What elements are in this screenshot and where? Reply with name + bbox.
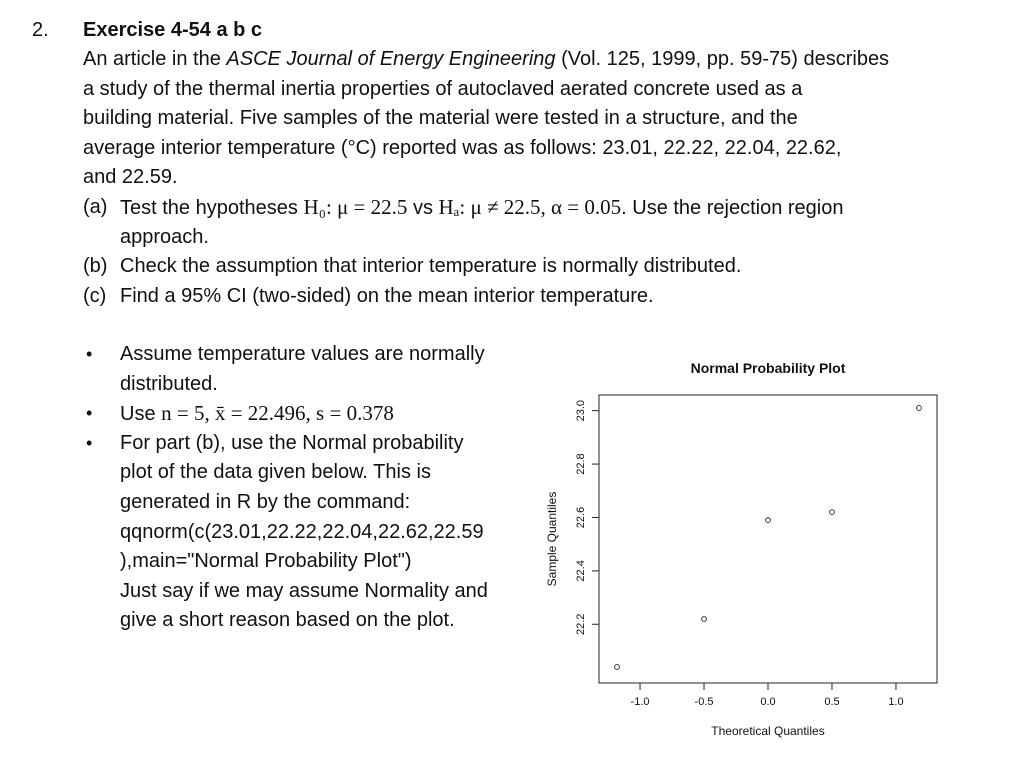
plot-frame [599, 395, 937, 683]
description-line-1: An article in the ASCE Journal of Energy Engineering (Vol. 125, 1999, pp. 59-75) describes [83, 48, 890, 70]
description-line-2: a study of the thermal inertia properties of autoclaved aerated concrete used as a [83, 77, 803, 100]
chart-title: Normal Probability Plot [690, 360, 846, 376]
description-line-5: and 22.59. [83, 166, 178, 189]
data-point [830, 510, 835, 515]
x-tick-label: 0.5 [824, 696, 840, 708]
bullet-assume-normal: • Assume temperature values are normally distributed. [83, 340, 533, 399]
bullet-glyph: • [86, 403, 93, 424]
y-tick-label: 22.6 [575, 506, 587, 529]
exercise-title: Exercise 4-54 a b c [83, 19, 263, 41]
x-tick-label: -1.0 [630, 696, 650, 708]
bullet-sample-stats: • Use n = 5, x̄ = 22.496, s = 0.378 [83, 399, 533, 429]
chart-marks [575, 400, 921, 708]
data-point [766, 518, 771, 523]
x-tick-label: -0.5 [694, 696, 714, 708]
problem-number: 2. [32, 19, 49, 41]
y-tick-label: 22.8 [575, 453, 587, 475]
x-axis-label: Theoretical Quantiles [711, 724, 825, 738]
bullet-part-b-hint: • For part (b), use the Normal probability plot of the data given below. This is generated in R by the command: qqnorm(c(23.01,22.22,22.04,22.62,22.59 ),main="Normal Probability Plot") Just say if we may assume Normality and give a short reason based on the plot. [83, 429, 533, 636]
r-command-line-2: ),main="Normal Probability Plot") [120, 550, 412, 573]
description-line-3: building material. Five samples of the material were tested in a structure, and the [83, 107, 798, 130]
x-tick-label: 1.0 [888, 696, 904, 708]
r-command-line-1: qqnorm(c(23.01,22.22,22.04,22.62,22.59 [120, 520, 484, 543]
part-c-label: (c) [83, 284, 107, 307]
null-hypothesis: H₀: μ = 22.5 [303, 195, 408, 219]
sample-statistics: n = 5, x̄ = 22.496, s = 0.378 [161, 401, 394, 426]
y-tick-label: 22.4 [575, 560, 587, 582]
data-point [615, 665, 620, 670]
x-tick-label: 0.0 [760, 696, 776, 708]
part-a-label: (a) [83, 196, 108, 218]
y-tick-label: 23.0 [575, 399, 587, 422]
y-axis-label: Sample Quantiles [545, 491, 559, 587]
alternative-hypothesis: Hₐ: μ ≠ 22.5, α = 0.05 [438, 195, 622, 219]
part-b-label: (b) [83, 255, 108, 278]
bullet-glyph: • [86, 344, 93, 364]
bullet-glyph: • [86, 432, 93, 453]
description-line-4: average interior temperature (°C) reported was as follows: 23.01, 22.22, 22.04, 22.62, [83, 136, 842, 159]
y-tick-label: 22.2 [575, 613, 587, 635]
journal-name: ASCE Journal of Energy Engineering [226, 48, 556, 70]
data-point [702, 617, 707, 622]
data-point [917, 406, 922, 411]
